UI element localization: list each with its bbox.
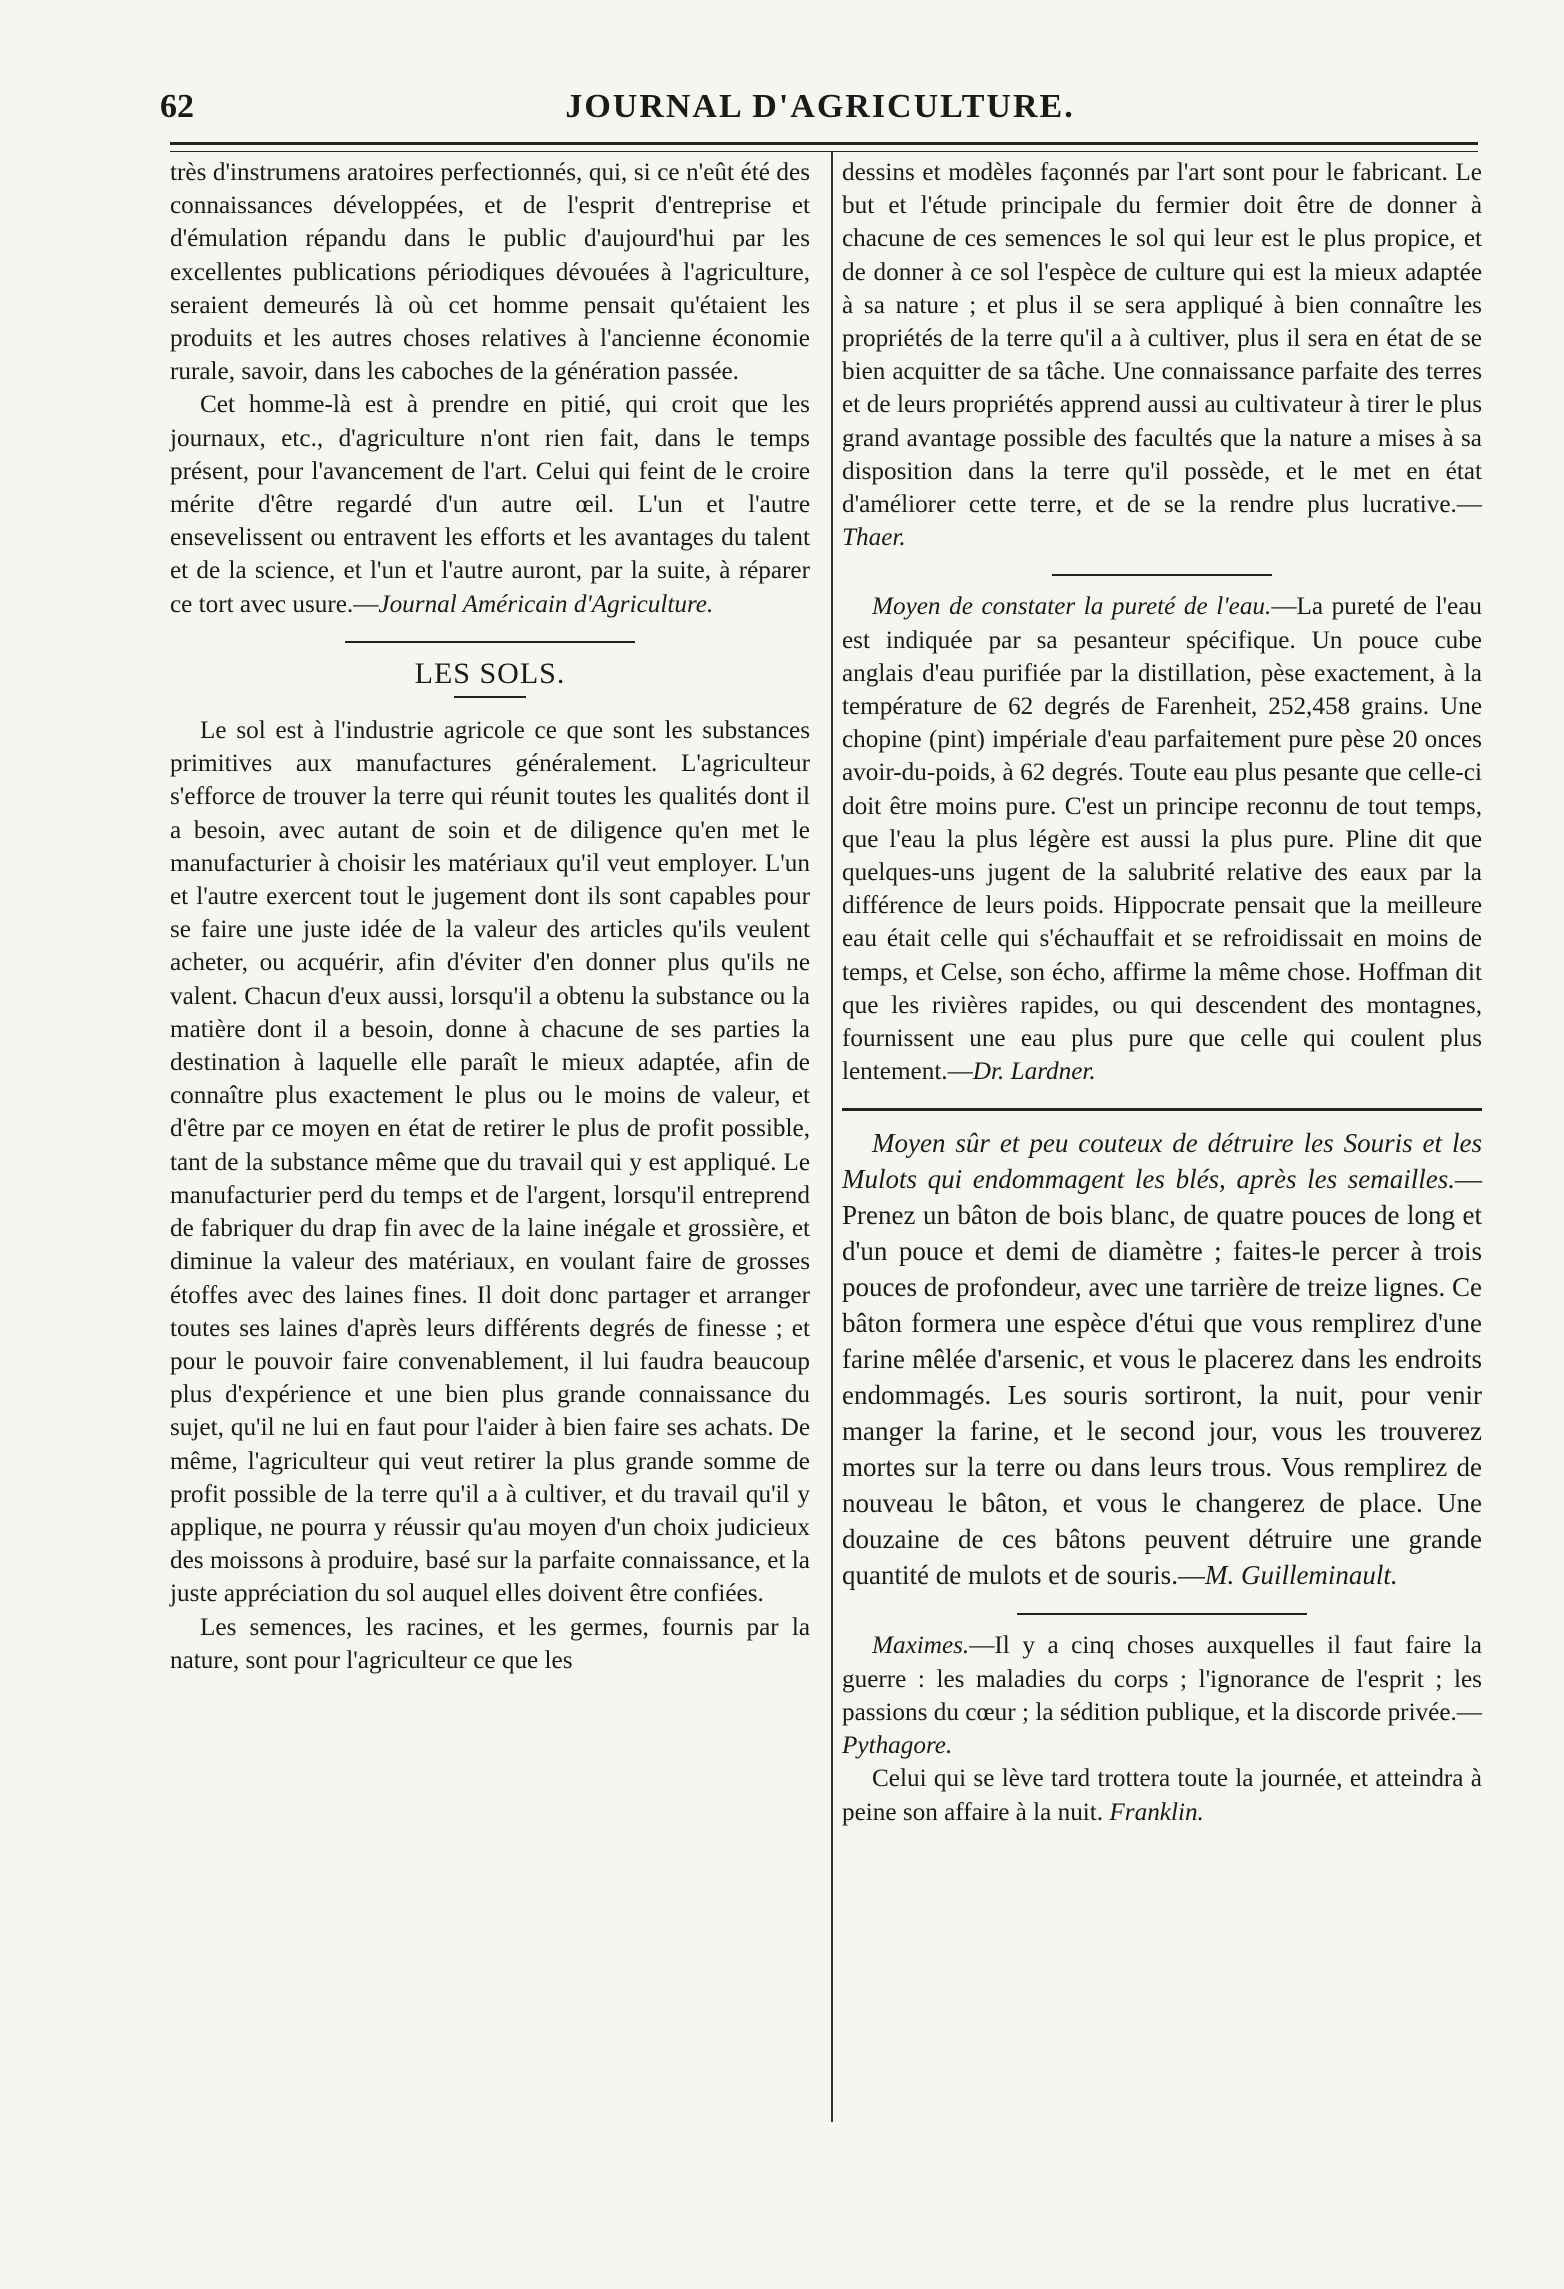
source-signature: Thaer. [842,524,906,552]
paragraph [170,388,810,620]
paragraph-text: Le sol est à l'industrie agricole ce que sont les substances primitives aux manufactures généralement. L'agriculteur s'efforce de trouver la terre qui réunit toutes les qualités dont il a besoin, avec autant de soin et de diligence qu'en met le manufacturier à choisir les matériaux qu'il veut employer. L'un et l'autre exercent tout le jugement dont ils sont capables pour se faire une juste idée de la valeur des articles qu'ils veulent acheter, ou acquérir, afin d'éviter d'en donner plus qu'ils ne valent. Chacun d'eux aussi, lorsqu'il a obtenu la substance ou la matière dont il a besoin, donne à chacune de ses parties la destination à laquelle elle paraît le mieux adaptée, afin de connaître plus exactement le plus ou le moins de valeur, et d'être par ce moyen en état de retirer le plus de profit possible, tant de la substance même que du travail qui y est appliqué. Le manufacturier perd du temps et de l'argent, lorsqu'il entreprend de fabriquer du drap fin avec de la laine inégale et grossière, et diminue la valeur des matériaux, en voulant faire de grosses étoffes avec des laines fines. Il doit donc partager et arranger toutes ses laines d'après leurs différents degrés de finesse ; et pour le pouvoir faire convenablement, il lui faudra beaucoup plus d'expérience et une bien plus grande connaissance du sujet, qu'il ne lui en faut pour l'aider à bien faire ses achats. De même, l'agriculteur qui veut retirer la plus grande somme de profit possible de la terre qu'il a à cultiver, et du travail qu'il y applique, ne pourra y réussir qu'au moyen d'un choix judicieux des moissons à produire, basé sur la parfaite connaissance, et la juste appréciation du sol auquel elles doivent être confiées. [170,717,810,1608]
article-maxims [842,1629,1482,1762]
paragraph [842,1762,1482,1828]
left-column [170,156,810,1677]
paragraph-text: Celui qui se lève tard trottera toute la journée, et atteindra à peine son affaire à la nuit. [842,1765,1482,1826]
paragraph-text: très d'instrumens aratoires perfectionnés, qui, si ce n'eût été des connaissances développées, et de l'esprit d'entreprise et d'émulation répandu dans le public d'aujourd'hui par les excellentes publications périodiques dévouées à l'agriculture, seraient demeurés là où cet homme pensait qu'étaient les produits et les autres choses relatives à l'ancienne économie rurale, savoir, dans les caboches de la génération passée. [170,159,810,386]
source-signature: Dr. Lardner. [972,1058,1096,1086]
title-underline [454,696,526,698]
paragraph [170,714,810,1610]
paragraph-text: —La pureté de l'eau est indiquée par sa pesanteur spécifique. Un pouce cube anglais d'eau purifiée par la distillation, pèse exactement, à la température de 62 degrés de Farenheit, 252,458 grains. Une chopine (pint) impériale d'eau parfaitement pure pèse 20 onces avoir-du-poids, à 62 degrés. Toute eau plus pesante que celle-ci doit être moins pure. C'est un principe reconnu de tout temps, que l'eau la plus légère est aussi la plus pure. Pline dit que quelques-uns jugent de la salubrité relative des eaux par la différence de leurs poids. Hippocrate pensait que la meilleure eau était celle qui s'échauffait et se refroidissait en moins de temps, et Celse, son écho, affirme la même chose. Hoffman dit que les rivières rapides, ou qui descendent des montagnes, fournissent une eau plus pure que celle qui coulent plus lentement.— [842,593,1482,1086]
section-divider [1017,1613,1307,1615]
section-title: LES SOLS. [414,656,566,690]
paragraph [842,156,1482,554]
source-signature: Pythagore. [842,1732,953,1760]
section-divider [345,641,635,643]
article-title: Moyen sûr et peu couteux de détruire les Souris et les Mulots qui endommagent les blés, après les semailles. [842,1128,1482,1195]
article-title: Moyen de constater la pureté de l'eau. [872,593,1272,621]
paragraph-text: —Prenez un bâton de bois blanc, de quatre pouces de long et d'un pouce et demi de diamètre ; faites-le percer à trois pouces de profondeur, avec une tarrière de treize lignes. Ce bâton formera une espèce d'étui que vous remplirez d'une farine mêlée d'arsenic, et vous le placerez dans les endroits endommagés. Les souris sortiront, la nuit, pour venir manger la farine, et le second jour, vous les trouverez mortes sur la terre ou dans leurs trous. Vous remplirez de nouveau le bâton, et vous le changerez de place. Une douzaine de ces bâtons peuvent détruire une grande quantité de mulots et de souris.— [842,1164,1482,1591]
paragraph-text: dessins et modèles façonnés par l'art sont pour le fabricant. Le but et l'étude principale du fermier doit être de donner à chacune de ces semences le sol qui leur est le plus propice, et de donner à ce sol l'espèce de culture qui est la mieux adaptée à sa nature ; et plus il se sera appliqué à bien connaître les propriétés de la terre qu'il a à cultiver, plus il sera en état de se bien acquitter de sa tâche. Une connaissance parfaite des terres et de leurs propriétés apprend aussi au cultivateur à tirer le plus grand avantage possible des facultés que la nature a mises à sa disposition dans la terre qu'il possède, et le met en état d'améliorer cette terre, et de se la rendre plus lucrative.— [842,159,1482,519]
section-divider [842,1108,1482,1111]
paragraph-text: Les semences, les racines, et les germes, fournis par la nature, sont pour l'agriculteur ce que les [170,1613,810,1674]
page-number: 62 [160,88,194,125]
source-signature: M. Guilleminault. [1204,1560,1398,1591]
source-signature: Franklin. [1109,1798,1204,1826]
page-header [160,88,1480,138]
section-divider [1052,574,1272,576]
source-signature: Journal Américain d'Agriculture. [378,590,714,618]
article-title: Maximes. [872,1632,970,1660]
article-water-purity [842,590,1482,1088]
paragraph [170,156,810,388]
paragraph-text: Cet homme-là est à prendre en pitié, qui croit que les journaux, etc., d'agriculture n'ont rien fait, dans le temps présent, pour l'avancement de l'art. Celui qui feint de le croire mérite d'être regardé d'un autre œil. L'un et l'autre ensevelissent ou entravent les efforts et les avantages du talent et de la science, et l'un et l'autre auront, par la suite, à réparer ce tort avec usure.— [170,391,810,618]
article-mice [842,1125,1482,1593]
paragraph-text: —Il y a cinq choses auxquelles il faut faire la guerre : les maladies du corps ; l'ignorance de l'esprit ; les passions du cœur ; la sédition publique, et la discorde privée.— [842,1632,1482,1726]
header-rule [170,142,1478,152]
right-column [842,156,1482,1829]
paragraph [170,1611,810,1677]
column-divider [831,152,833,2122]
running-title: JOURNAL D'AGRICULTURE. [565,88,1075,125]
